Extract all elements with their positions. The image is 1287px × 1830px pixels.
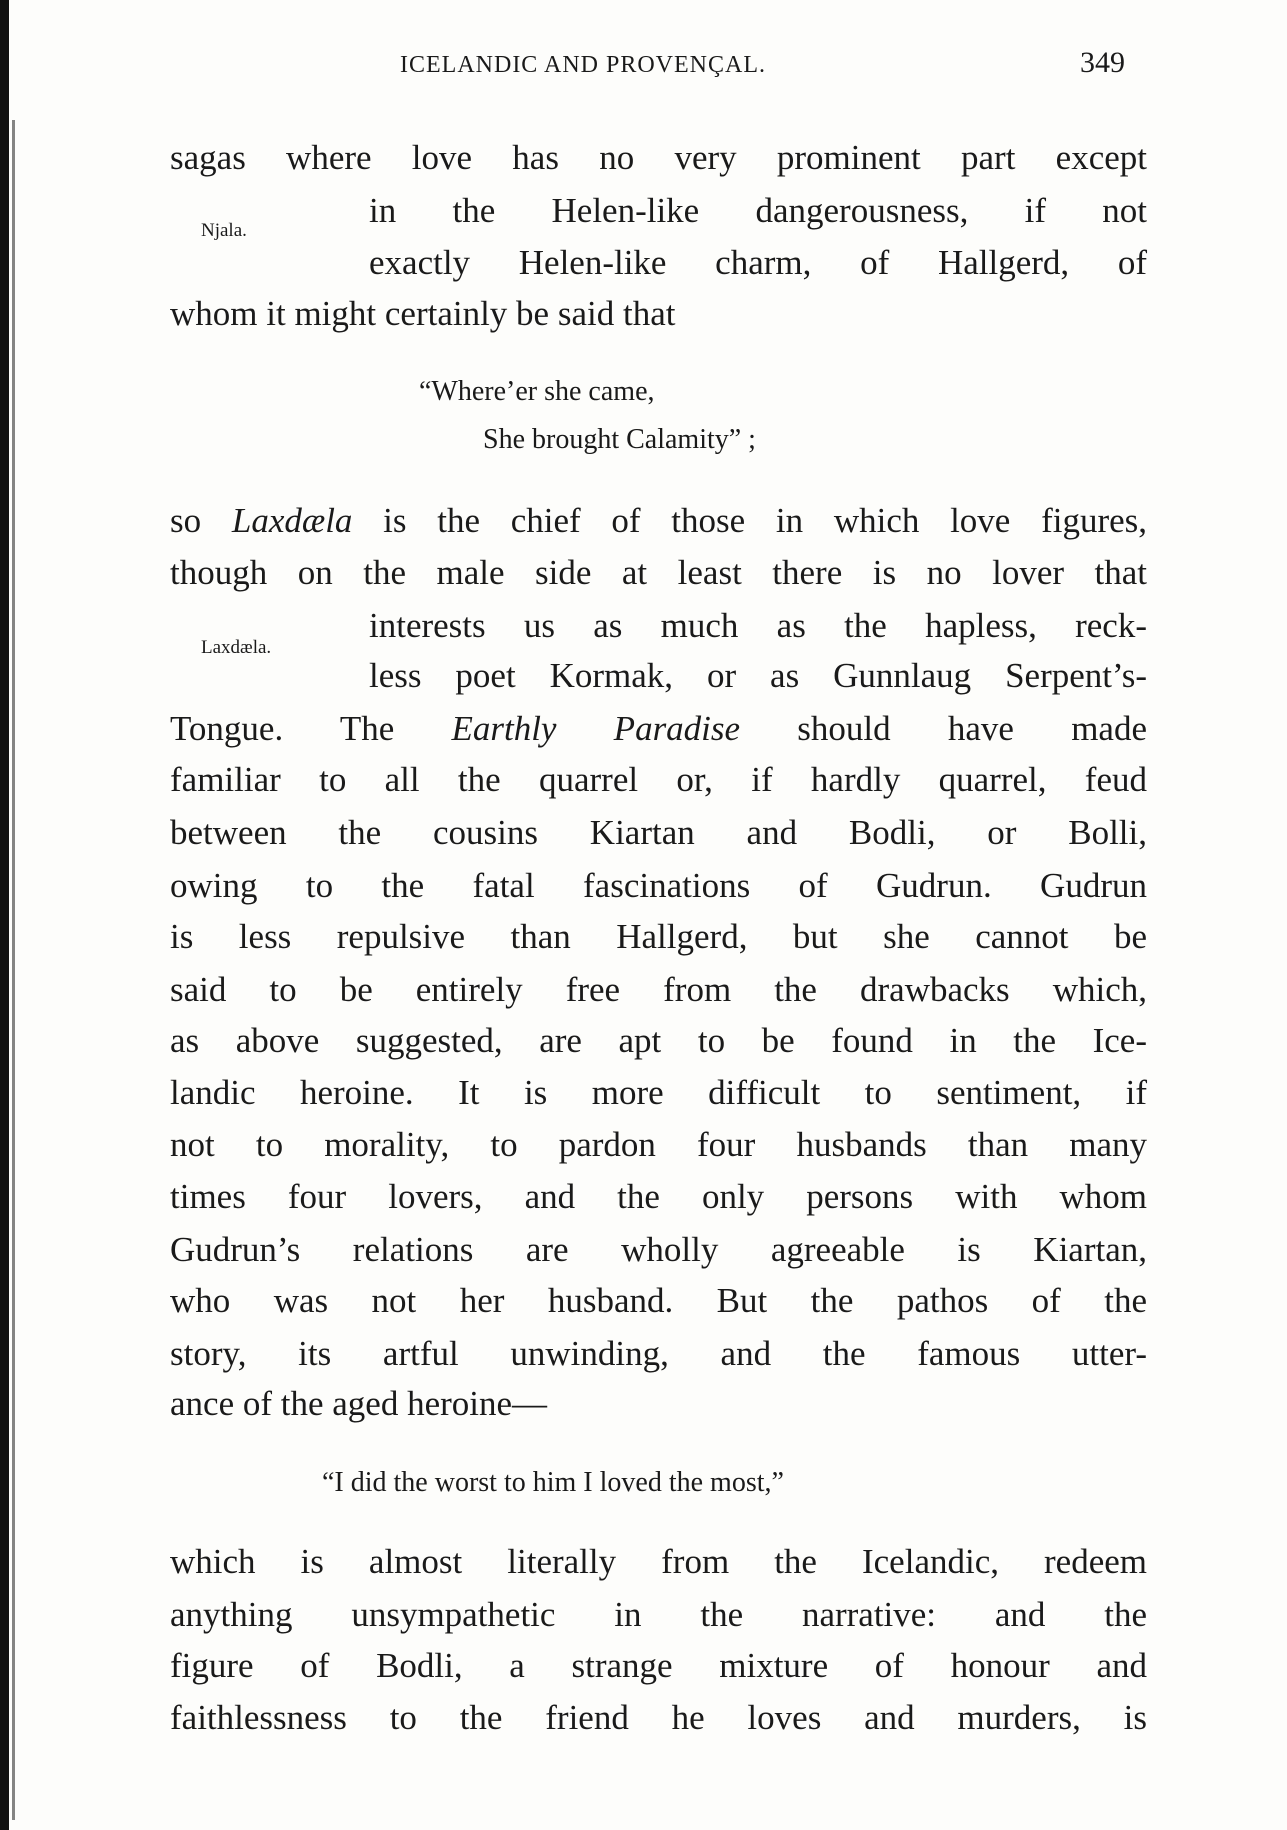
text-line: between the cousins Kiartan and Bodli, or Bolli, — [170, 813, 1147, 852]
text-line: though on the male side at least there is no lover that — [170, 553, 1147, 592]
italic-title: Earthly Paradise — [451, 709, 741, 748]
text-line: which is almost literally from the Icelandic, redeem — [170, 1542, 1147, 1581]
quotation-line: “Where’er she came, — [419, 376, 655, 407]
text-line: times four lovers, and the only persons with whom — [170, 1177, 1147, 1216]
text-line: faithlessness to the friend he loves and murders, is — [170, 1698, 1147, 1737]
text-line: story, its artful unwinding, and the famous utter- — [170, 1334, 1147, 1373]
italic-title: Laxdæla — [231, 501, 353, 540]
text-line: familiar to all the quarrel or, if hardly quarrel, feud — [170, 760, 1147, 799]
text-line: figure of Bodli, a strange mixture of honour and — [170, 1646, 1147, 1685]
page-gutter-line — [12, 120, 15, 1820]
text: is the chief of those in which love figures, — [352, 501, 1148, 540]
text-line: sagas where love has no very prominent part except — [170, 138, 1147, 177]
text-line: ance of the aged heroine— — [170, 1384, 548, 1423]
page-number: 349 — [1080, 46, 1125, 79]
text-line: who was not her husband. But the pathos of the — [170, 1281, 1147, 1320]
text: should have made — [740, 709, 1147, 748]
text-line: owing to the fatal fascinations of Gudrun. Gudrun — [170, 866, 1147, 905]
text-line: landic heroine. It is more difficult to sentiment, if — [170, 1073, 1147, 1112]
text-line: is less repulsive than Hallgerd, but she cannot be — [170, 917, 1147, 956]
text: Tongue. The — [170, 709, 452, 748]
page-edge-shadow — [0, 0, 9, 1830]
running-title: ICELANDIC AND PROVENÇAL. — [400, 52, 766, 78]
text-line: anything unsympathetic in the narrative: and the — [170, 1595, 1147, 1634]
text-line: exactly Helen-like charm, of Hallgerd, of — [369, 243, 1147, 282]
text-line: said to be entirely free from the drawbacks which, — [170, 970, 1147, 1009]
text-line: as above suggested, are apt to be found in the Ice- — [170, 1021, 1147, 1060]
sidenote-laxdaela: Laxdæla. — [201, 637, 272, 658]
quotation-line: “I did the worst to him I loved the most,” — [322, 1467, 784, 1498]
quotation-line: She brought Calamity” ; — [483, 424, 756, 455]
text-line: less poet Kormak, or as Gunnlaug Serpent’s- — [369, 656, 1147, 695]
text-line — [170, 501, 1147, 541]
text-line: in the Helen-like dangerousness, if not — [369, 191, 1147, 230]
text-line: whom it might certainly be said that — [170, 294, 676, 333]
text-line — [170, 709, 1147, 749]
text: so — [170, 501, 232, 540]
text-line: not to morality, to pardon four husbands than many — [170, 1125, 1147, 1164]
text-line: interests us as much as the hapless, reck- — [369, 606, 1147, 645]
sidenote-njala: Njala. — [201, 220, 247, 241]
text-line: Gudrun’s relations are wholly agreeable is Kiartan, — [170, 1230, 1147, 1269]
